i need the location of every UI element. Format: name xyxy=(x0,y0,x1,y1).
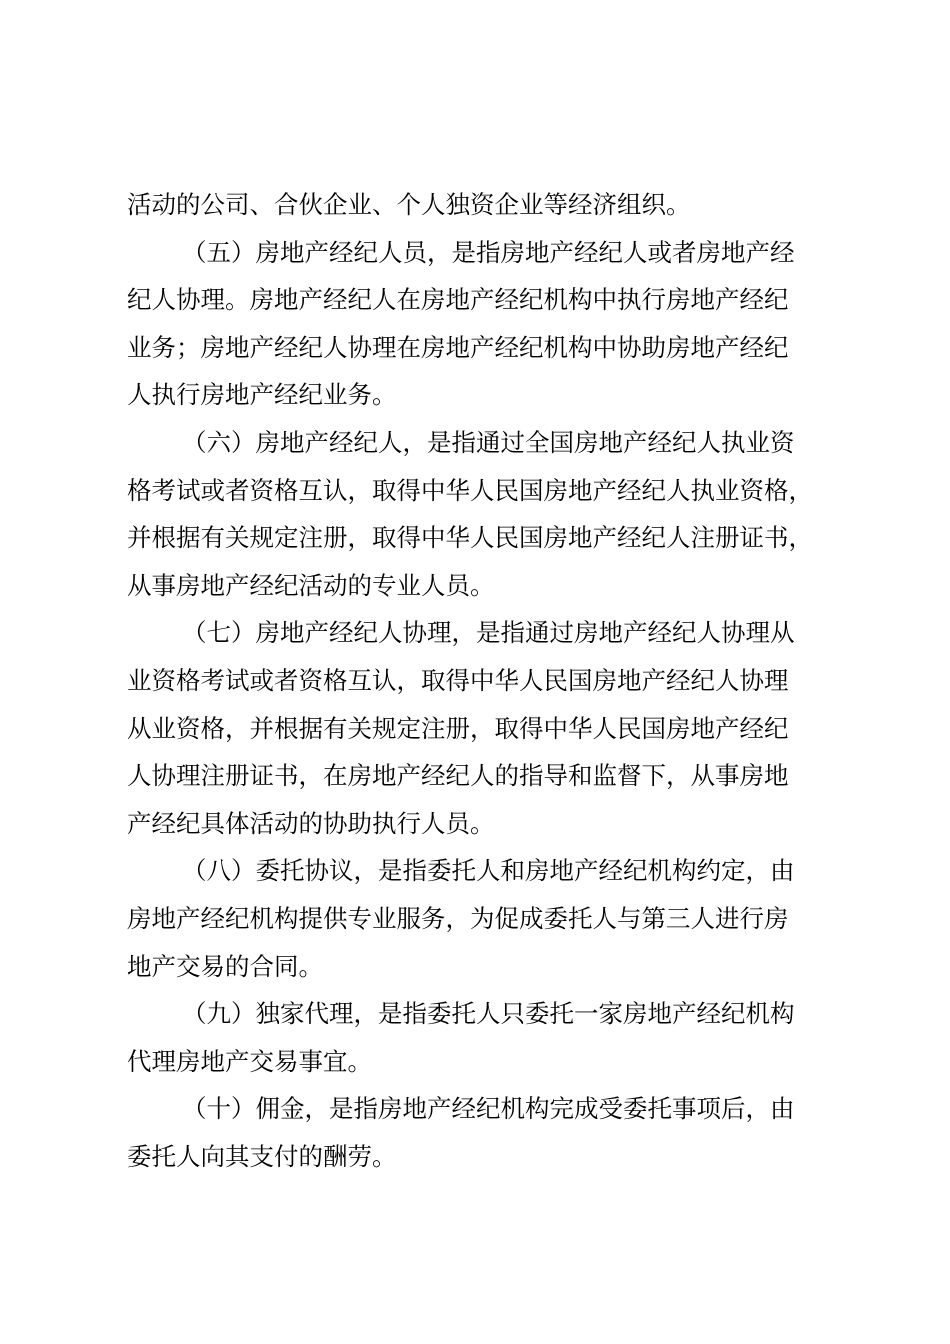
paragraph-9-start: （九）独家代理，是指委托人只委托一家房地产经纪机构 xyxy=(182,999,795,1029)
text-line: 业资格考试或者资格互认，取得中华人民国房地产经纪人协理 xyxy=(127,665,789,695)
text-line-continuation: 活动的公司、合伙企业、个人独资企业等经济组织。 xyxy=(127,190,691,219)
paragraph-5-start: （五）房地产经纪人员，是指房地产经纪人或者房地产经 xyxy=(182,237,795,267)
text-line: 纪人协理。房地产经纪人在房地产经纪机构中执行房地产经纪 xyxy=(127,285,789,315)
text-line: 地产交易的合同。 xyxy=(127,951,323,981)
paragraph-10-start: （十）佣金，是指房地产经纪机构完成受委托事项后，由 xyxy=(182,1094,795,1124)
paragraph-8-start: （八）委托协议，是指委托人和房地产经纪机构约定，由 xyxy=(182,856,795,886)
text-line: 人执行房地产经纪业务。 xyxy=(127,380,397,410)
paragraph-7-start: （七）房地产经纪人协理，是指通过房地产经纪人协理从 xyxy=(182,618,795,648)
text-line: 人协理注册证书，在房地产经纪人的指导和监督下，从事房地 xyxy=(127,761,789,791)
text-line: 产经纪具体活动的协助执行人员。 xyxy=(127,808,495,838)
text-line: 并根据有关规定注册，取得中华人民国房地产经纪人注册证书， xyxy=(127,523,813,553)
text-line: 从事房地产经纪活动的专业人员。 xyxy=(127,570,495,600)
text-line: 从业资格，并根据有关规定注册，取得中华人民国房地产经纪 xyxy=(127,713,789,743)
text-line: 代理房地产交易事宜。 xyxy=(127,1046,372,1076)
document-body xyxy=(127,181,833,1180)
text-line: 委托人向其支付的酬劳。 xyxy=(127,1141,397,1171)
text-line: 业务；房地产经纪人协理在房地产经纪机构中协助房地产经纪 xyxy=(127,332,789,362)
text-line: 房地产经纪机构提供专业服务，为促成委托人与第三人进行房 xyxy=(127,903,789,933)
paragraph-6-start: （六）房地产经纪人，是指通过全国房地产经纪人执业资 xyxy=(182,427,795,457)
text-line: 格考试或者资格互认，取得中华人民国房地产经纪人执业资格， xyxy=(127,475,813,505)
